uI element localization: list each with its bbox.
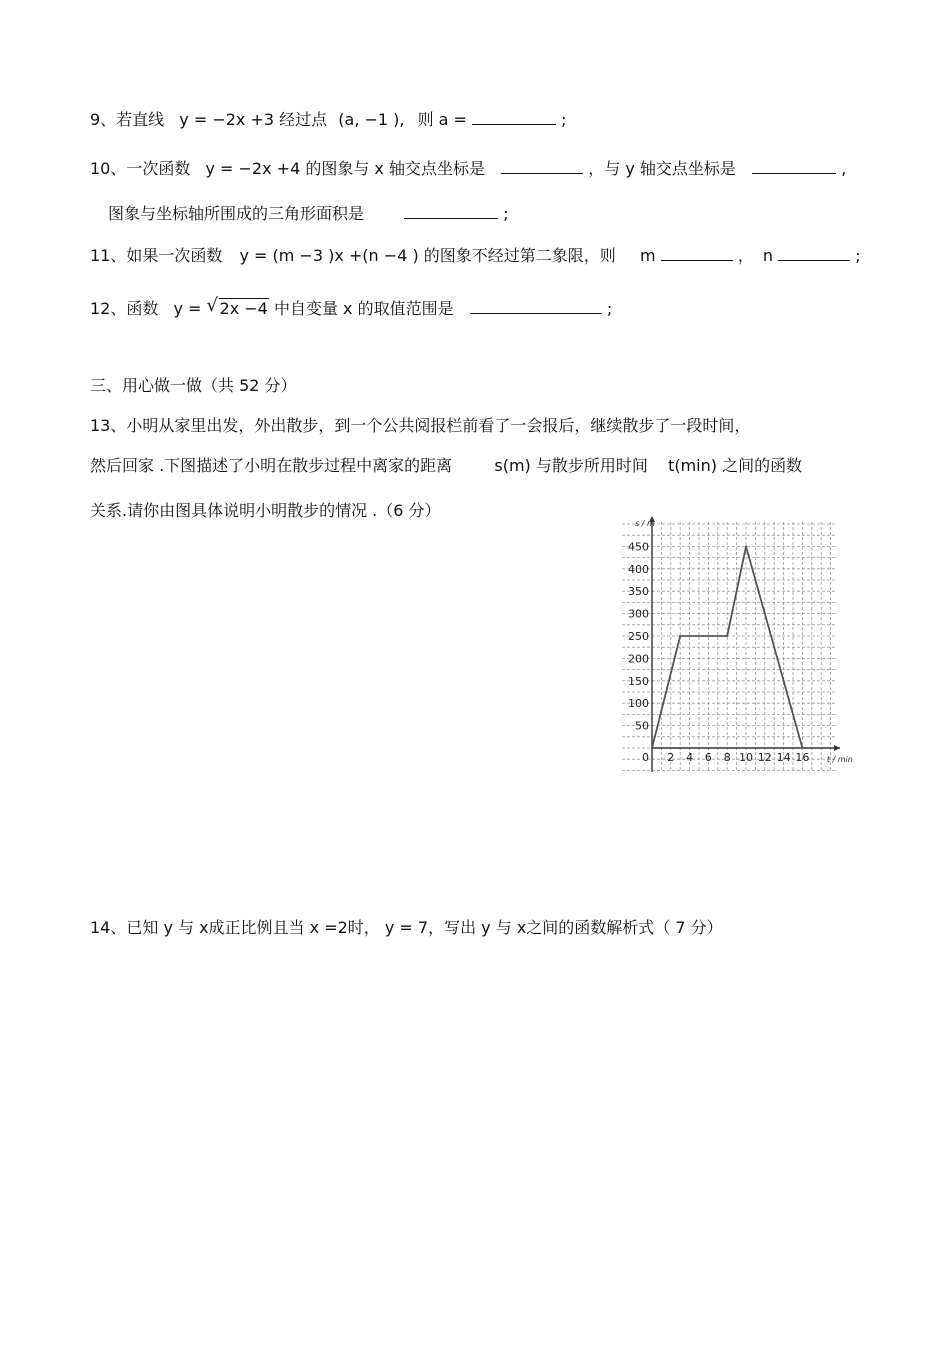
q12-prefix: 12、函数 [90, 299, 159, 318]
q13-line1: 13、小明从家里出发，外出散步，到一个公共阅报栏前看了一会报后，继续散步了一段时间， [90, 416, 751, 435]
q13-line2a: 然后回家 .下图描述了小明在散步过程中离家的距离 [90, 456, 453, 475]
q11-m-blank[interactable] [661, 244, 733, 261]
question-9 [90, 108, 567, 131]
question-13-line2 [90, 455, 802, 477]
q14-text: 14、已知 y 与 x成正比例且当 x =2时， y = 7，写出 y 与 x之间的函数解析式（ 7 分） [90, 918, 723, 937]
q10-mid2: ，与 y 轴交点坐标是 [588, 159, 736, 178]
q12-mid: 中自变量 x 的取值范围是 [273, 299, 454, 318]
q10-line2-text: 图象与坐标轴所围成的三角形面积是 [108, 204, 365, 223]
q12-sqrt [206, 295, 269, 320]
x-tick-label: 8 [723, 751, 731, 764]
y-axis-label: s / m [635, 519, 655, 528]
x-tick-label: 4 [686, 751, 694, 764]
q12-end: ; [606, 299, 613, 318]
data-point [745, 545, 747, 547]
q11-m-label: m [639, 246, 656, 265]
x-tick-label: 12 [757, 751, 772, 764]
q13-line2b: s(m) 与散步所用时间 [494, 456, 648, 475]
question-11 [90, 244, 861, 267]
section-3-title [90, 375, 297, 397]
section-3-title-text: 三、用心做一做（共 52 分） [90, 376, 297, 395]
q10-equation: y = −2x +4 [205, 159, 301, 178]
q12-y-eq: y = [173, 299, 202, 318]
q10-x-intercept-blank[interactable] [501, 157, 583, 174]
q11-n-blank[interactable] [778, 244, 850, 261]
question-10 [90, 157, 846, 180]
q10-y-intercept-blank[interactable] [752, 157, 836, 174]
y-tick-label: 400 [628, 562, 649, 576]
x-axis-label: t / min [826, 755, 853, 764]
q11-sep: ， [737, 246, 754, 265]
q11-n-label: n [762, 246, 774, 265]
question-10-line2 [108, 202, 509, 225]
q10-mid: 的图象与 x 轴交点坐标是 [305, 159, 485, 178]
x-tick-label: 6 [704, 751, 712, 764]
x-tick-label: 2 [667, 751, 675, 764]
data-point [801, 747, 803, 749]
q9-mid: 经过点 [279, 110, 328, 129]
q9-answer-blank[interactable] [472, 108, 556, 125]
q13-line3: 关系.请你由图具体说明小明散步的情况 .（6 分） [90, 501, 441, 520]
y-tick-label: 350 [628, 585, 649, 599]
q12-radicand: 2x −4 [219, 299, 268, 318]
x-tick-label: 14 [776, 751, 791, 764]
x-axis-arrow-icon [834, 745, 840, 751]
q9-equation: y = −2x +3 [179, 110, 275, 129]
q10-area-blank[interactable] [404, 202, 498, 219]
q11-mid: 的图象不经过第二象限，则 [423, 246, 616, 265]
q10-end: , [841, 159, 847, 178]
y-tick-label: 450 [628, 540, 649, 554]
q9-prefix: 9、若直线 [90, 110, 165, 129]
x-tick-label: 16 [795, 751, 810, 764]
data-point [651, 747, 653, 749]
q11-end: ; [855, 246, 861, 265]
q11-prefix: 11、如果一次函数 [90, 246, 223, 265]
distance-time-chart [618, 500, 863, 775]
q9-ask: 则 a = [417, 110, 467, 129]
question-12 [90, 297, 612, 320]
x-tick-label: 10 [739, 751, 753, 764]
q11-equation: y = (m −3 )x +(n −4 ) [239, 246, 419, 265]
question-14 [90, 917, 723, 939]
data-point [679, 635, 681, 637]
radical-sign-icon: √ [206, 295, 219, 316]
y-tick-label: 250 [628, 630, 649, 643]
chart-grid [622, 522, 835, 770]
q12-range-blank[interactable] [470, 297, 602, 314]
q10-prefix: 10、一次函数 [90, 159, 191, 178]
q9-end: ; [561, 110, 567, 129]
y-tick-label: 200 [628, 652, 649, 666]
q9-point: (a, −1 ), [338, 110, 405, 129]
q10-line2-end: ; [503, 204, 509, 223]
question-13-line1 [90, 415, 750, 437]
y-tick-label: 300 [628, 607, 649, 621]
data-point [726, 635, 728, 637]
y-tick-label: 100 [628, 697, 649, 711]
y-tick-label: 150 [628, 674, 649, 688]
q13-line2c: t(min) 之间的函数 [668, 456, 803, 475]
question-13-line3 [90, 500, 441, 522]
y-tick-label: 50 [635, 719, 649, 733]
origin-label: 0 [642, 751, 649, 764]
